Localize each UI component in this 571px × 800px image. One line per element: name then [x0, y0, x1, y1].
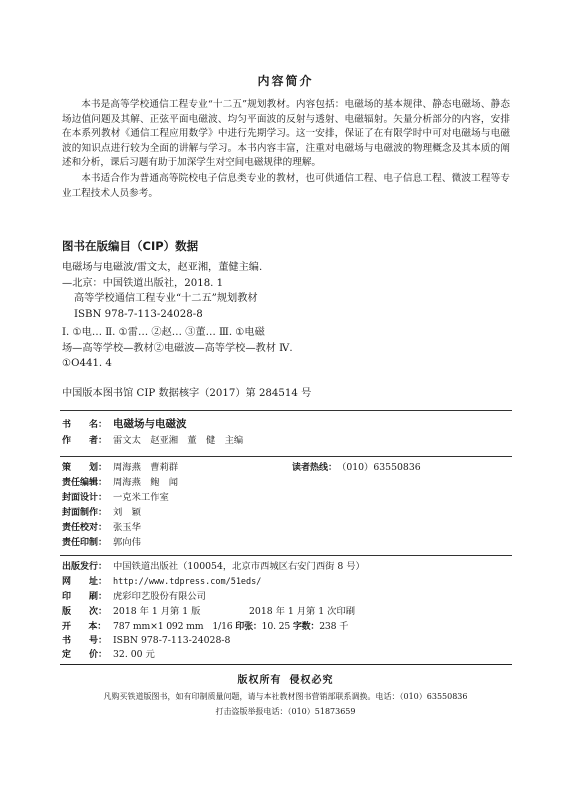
isbn-row: [62, 635, 230, 647]
divider: [60, 410, 512, 411]
print-manager-row: [62, 537, 141, 549]
price-label: 定 价：: [62, 650, 108, 660]
intro-paragraph-1: 本书是高等学校通信工程专业“十二五”规划教材。内容包括：电磁场的基本规律、静态电磁场、静态场边值问题及其解、正弦平面电磁波、均匀平面波的反射与透射、电磁辐射。矢量分析部分的内容，安排在本系列教材《通信工程应用数学》中进行先期学习。这一安排，保证了在有限学时中可对电磁场与电磁波的知识点进行较为全面的讲解与学习。本书内容丰富，注重对电磁场与电磁波的物理概念及其本质的阐述和分析，课后习题有助于加深学生对空间电磁规律的理解。: [62, 99, 510, 169]
cip-line: Ⅰ. ①电… Ⅱ. ①雷… ②赵… ③董… Ⅲ. ①电磁: [62, 327, 265, 338]
words-label: 字数：: [292, 622, 320, 632]
printer-row: [62, 591, 206, 603]
edition-label: 版 次：: [62, 607, 108, 617]
impression-value: 2018 年 1 月第 1 次印刷: [249, 606, 356, 617]
publisher-label: 出版发行：: [62, 562, 108, 572]
copyright-text: 版权所有: [237, 675, 282, 686]
words-value: 238 千: [319, 621, 349, 632]
divider: [60, 456, 512, 457]
cover-make-row: [62, 507, 141, 519]
cover-make-value: 刘 颖: [113, 507, 141, 518]
divider: [60, 555, 512, 556]
proof-label: 责任校对：: [62, 523, 108, 533]
print-manager-value: 郭向伟: [113, 537, 141, 548]
print-manager-label: 责任印制：: [62, 538, 108, 548]
intro-body: [62, 98, 510, 202]
cip-line: 场—高等学校—教材②电磁波—高等学校—教材 Ⅳ.: [62, 342, 293, 354]
intro-title: 内容简介: [257, 74, 314, 88]
copyright-notice: [0, 671, 571, 686]
cip-line: 高等学校通信工程专业“十二五”规划教材: [74, 293, 258, 305]
format-value: 787 mm×1 092 mm 1/16: [113, 621, 233, 632]
cover-design-row: [62, 492, 169, 504]
format-label: 开 本：: [62, 622, 107, 632]
edition-value: 2018 年 1 月第 1 版: [113, 606, 201, 617]
book-name-value: 电磁场与电磁波: [113, 418, 187, 430]
printer-label: 印 刷：: [62, 592, 108, 602]
cover-design-value: 一克米工作室: [113, 492, 169, 503]
web-value: http://www.tdpress.com/51eds/: [113, 577, 262, 587]
publisher-row: [62, 561, 365, 573]
price-value: 32. 00 元: [113, 649, 155, 660]
book-name-row: [62, 418, 187, 431]
piracy-report: 打击盗版举报电话：（010）51873659: [215, 707, 356, 716]
cip-block-2: [62, 325, 507, 372]
intro-paragraph-2: 本书适合作为普通高等院校电子信息类专业的教材，也可供通信工程、电子信息工程、微波工程等专业工程技术人员参考。: [62, 172, 510, 199]
editor-value: 周海燕 鲍 闻: [113, 477, 179, 488]
cip-line: —北京：中国铁道出版社，2018. 1: [62, 277, 224, 289]
sheets-label: 印张：: [235, 622, 262, 632]
editor-label: 责任编辑：: [62, 478, 108, 488]
proof-value: 张玉华: [113, 522, 141, 533]
isbn-label: 书 号：: [62, 636, 108, 646]
isbn-value: ISBN 978-7-113-24028-8: [113, 635, 231, 646]
sheets-value: 10. 25: [261, 621, 291, 632]
planning-value: 周海燕 曹莉群: [113, 462, 179, 473]
quality-notice: 凡购买铁道版图书，如有印制质量问题，请与本社教材图书营销部联系调换。电话：（010）63550836: [103, 692, 468, 701]
edition-row: [62, 606, 355, 618]
hotline-label: 读者热线：: [292, 463, 338, 473]
piracy-text: 侵权必究: [289, 675, 334, 686]
format-row: [62, 621, 348, 633]
planning-row: [62, 462, 178, 474]
hotline-value: （010）63550836: [337, 462, 421, 473]
author-row: [62, 435, 243, 447]
hotline-row: [292, 462, 421, 474]
book-name-label: 书 名：: [62, 420, 108, 430]
cip-line: 电磁场与电磁波/雷文太，赵亚湘，董健主编.: [62, 262, 263, 273]
cover-design-label: 封面设计：: [62, 493, 108, 503]
editor-row: [62, 477, 178, 489]
cover-make-label: 封面制作：: [62, 508, 108, 518]
divider: [60, 664, 512, 665]
author-label: 作 者：: [62, 436, 108, 446]
cip-line: ISBN 978-7-113-24028-8: [74, 308, 203, 320]
price-row: [62, 649, 155, 661]
publisher-value: 中国铁道出版社（100054，北京市西城区右安门西街 8 号）: [113, 561, 365, 572]
proof-row: [62, 522, 141, 534]
cip-number: 中国版本图书馆 CIP 数据核字（2017）第 284514 号: [62, 388, 312, 399]
web-row: [62, 576, 261, 588]
cip-line: ①O441. 4: [62, 358, 112, 370]
author-value: 雷文太 赵亚湘 董 健 主编: [113, 435, 244, 446]
cip-title: 图书在版编目（CIP）数据: [62, 239, 199, 253]
web-label: 网 址：: [62, 577, 108, 587]
cip-block-1: [62, 260, 507, 322]
planning-label: 策 划：: [62, 463, 108, 473]
printer-value: 虎彩印艺股份有限公司: [113, 591, 206, 602]
